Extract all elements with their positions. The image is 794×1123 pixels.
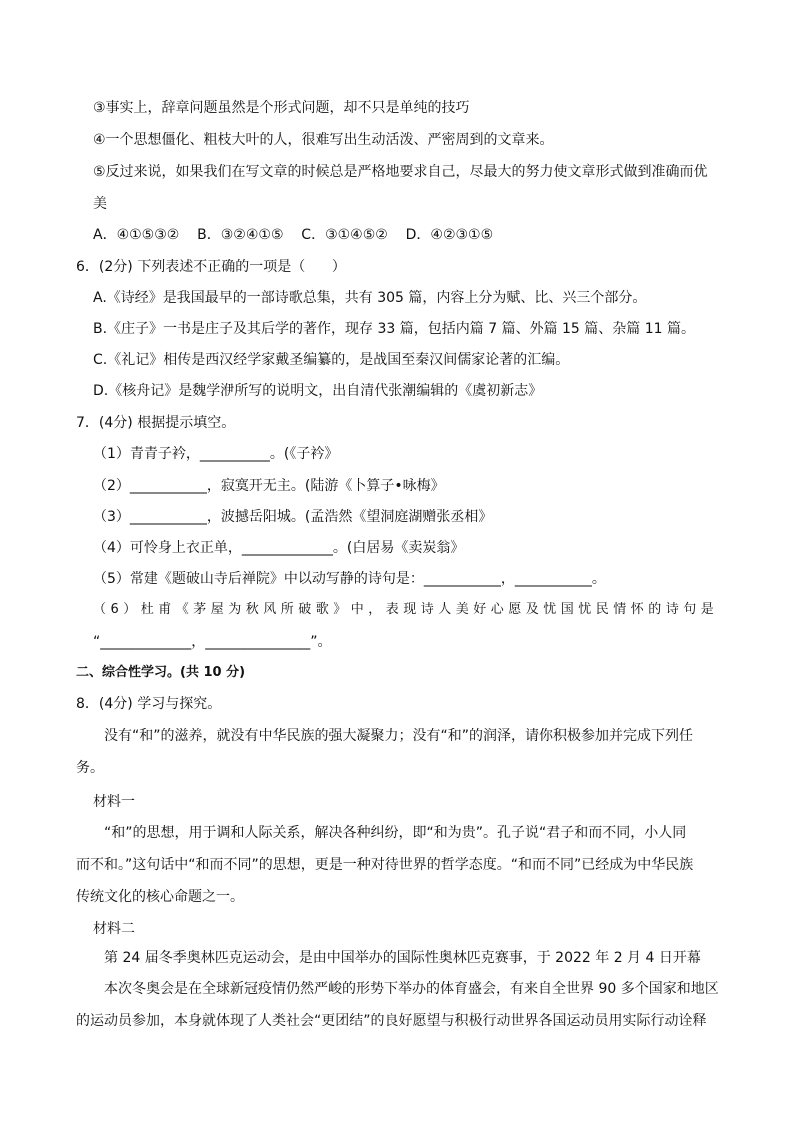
material-2-line3: 的运动员参加，本身就体现了人类社会“更团结”的良好愿望与积极行动世界各国运动员用实际行动诠释	[76, 1013, 707, 1029]
q8-intro-line2: 务。	[76, 760, 104, 776]
section-2-heading: 二、综合性学习。(共 10 分)	[76, 665, 246, 680]
material-2-title: 材料二	[93, 921, 135, 937]
q7-item-3: （3）___________，波撼岳阳城。(孟浩然《望洞庭湖赠张丞相》	[93, 509, 493, 525]
q5-sentence-4: ④一个思想僵化、粗枝大叶的人，很难写出生动活泼、严密周到的文章来。	[93, 132, 554, 148]
q5-sentence-3: ③事实上，辞章问题虽然是个形式问题，却不只是单纯的技巧	[93, 100, 470, 116]
q6-option-a: A.《诗经》是我国最早的一部诗歌总集，共有 305 篇，内容上分为赋、比、兴三个部分。	[93, 290, 647, 306]
q7-item-1: （1）青青子衿，__________。(《子衿》	[93, 446, 339, 462]
q8-intro-line1: 没有“和”的滋养，就没有中华民族的强大凝聚力；没有“和”的润泽，请你积极参加并完成下列任	[104, 728, 694, 744]
material-2-line2: 本次冬奥会是在全球新冠疫情仍然严峻的形势下举办的体育盛会，有来自全世界 90 多个国家和地区	[104, 981, 719, 997]
q5-sentence-5-line2: 美	[93, 196, 107, 212]
q7-item-6-line1: （6）杜甫《茅屋为秋风所破歌》中，表现诗人美好心愿及忧国忧民情怀的诗句是	[93, 602, 719, 617]
q7-item-4: （4）可怜身上衣正单，_____________。(白居易《卖炭翁》	[93, 540, 465, 556]
q7-item-6-line2: “_____________，_______________”。	[93, 634, 332, 650]
material-1-line2: 而不和。”这句话中“和而不同”的思想，更是一种对待世界的哲学态度。“和而不同”已经成为中华民族	[76, 857, 694, 873]
material-2-line1: 第 24 届冬季奥林匹克运动会，是由中国举办的国际性奥林匹克赛事，于 2022 年 2 月 4 日开幕	[104, 950, 701, 966]
material-1-line3: 传统文化的核心命题之一。	[76, 889, 244, 905]
material-1-title: 材料一	[93, 794, 135, 810]
q5-options: A．④①⑤③② B．③②④①⑤ C．③①④⑤② D．④②③①⑤	[93, 227, 494, 243]
q7-item-5: （5）常建《题破山寺后禅院》中以动写静的诗句是：___________，___________。	[93, 571, 606, 587]
q6-stem: 6．(2分) 下列表述不正确的一项是（ ）	[76, 259, 346, 275]
q8-stem: 8．(4分) 学习与探究。	[76, 696, 222, 712]
q7-stem: 7．(4分) 根据提示填空。	[76, 415, 236, 431]
q7-item-2: （2）___________，寂寞开无主。(陆游《卜算子•咏梅》	[93, 478, 445, 494]
q6-option-d: D.《核舟记》是魏学洢所写的说明文，出自清代张潮编辑的《虞初新志》	[93, 383, 543, 399]
material-1-line1: “和”的思想，用于调和人际关系，解决各种纠纷，即“和为贵”。孔子说“君子和而不同，小人同	[104, 825, 687, 841]
q6-option-b: B.《庄子》一书是庄子及其后学的著作，现存 33 篇，包括内篇 7 篇、外篇 15 篇、杂篇 11 篇。	[93, 321, 696, 337]
q6-option-c: C.《礼记》相传是西汉经学家戴圣编纂的，是战国至秦汉间儒家论著的汇编。	[93, 352, 570, 368]
q5-sentence-5-line1: ⑤反过来说，如果我们在写文章的时候总是严格地要求自己，尽最大的努力使文章形式做到准确而优	[93, 164, 708, 180]
